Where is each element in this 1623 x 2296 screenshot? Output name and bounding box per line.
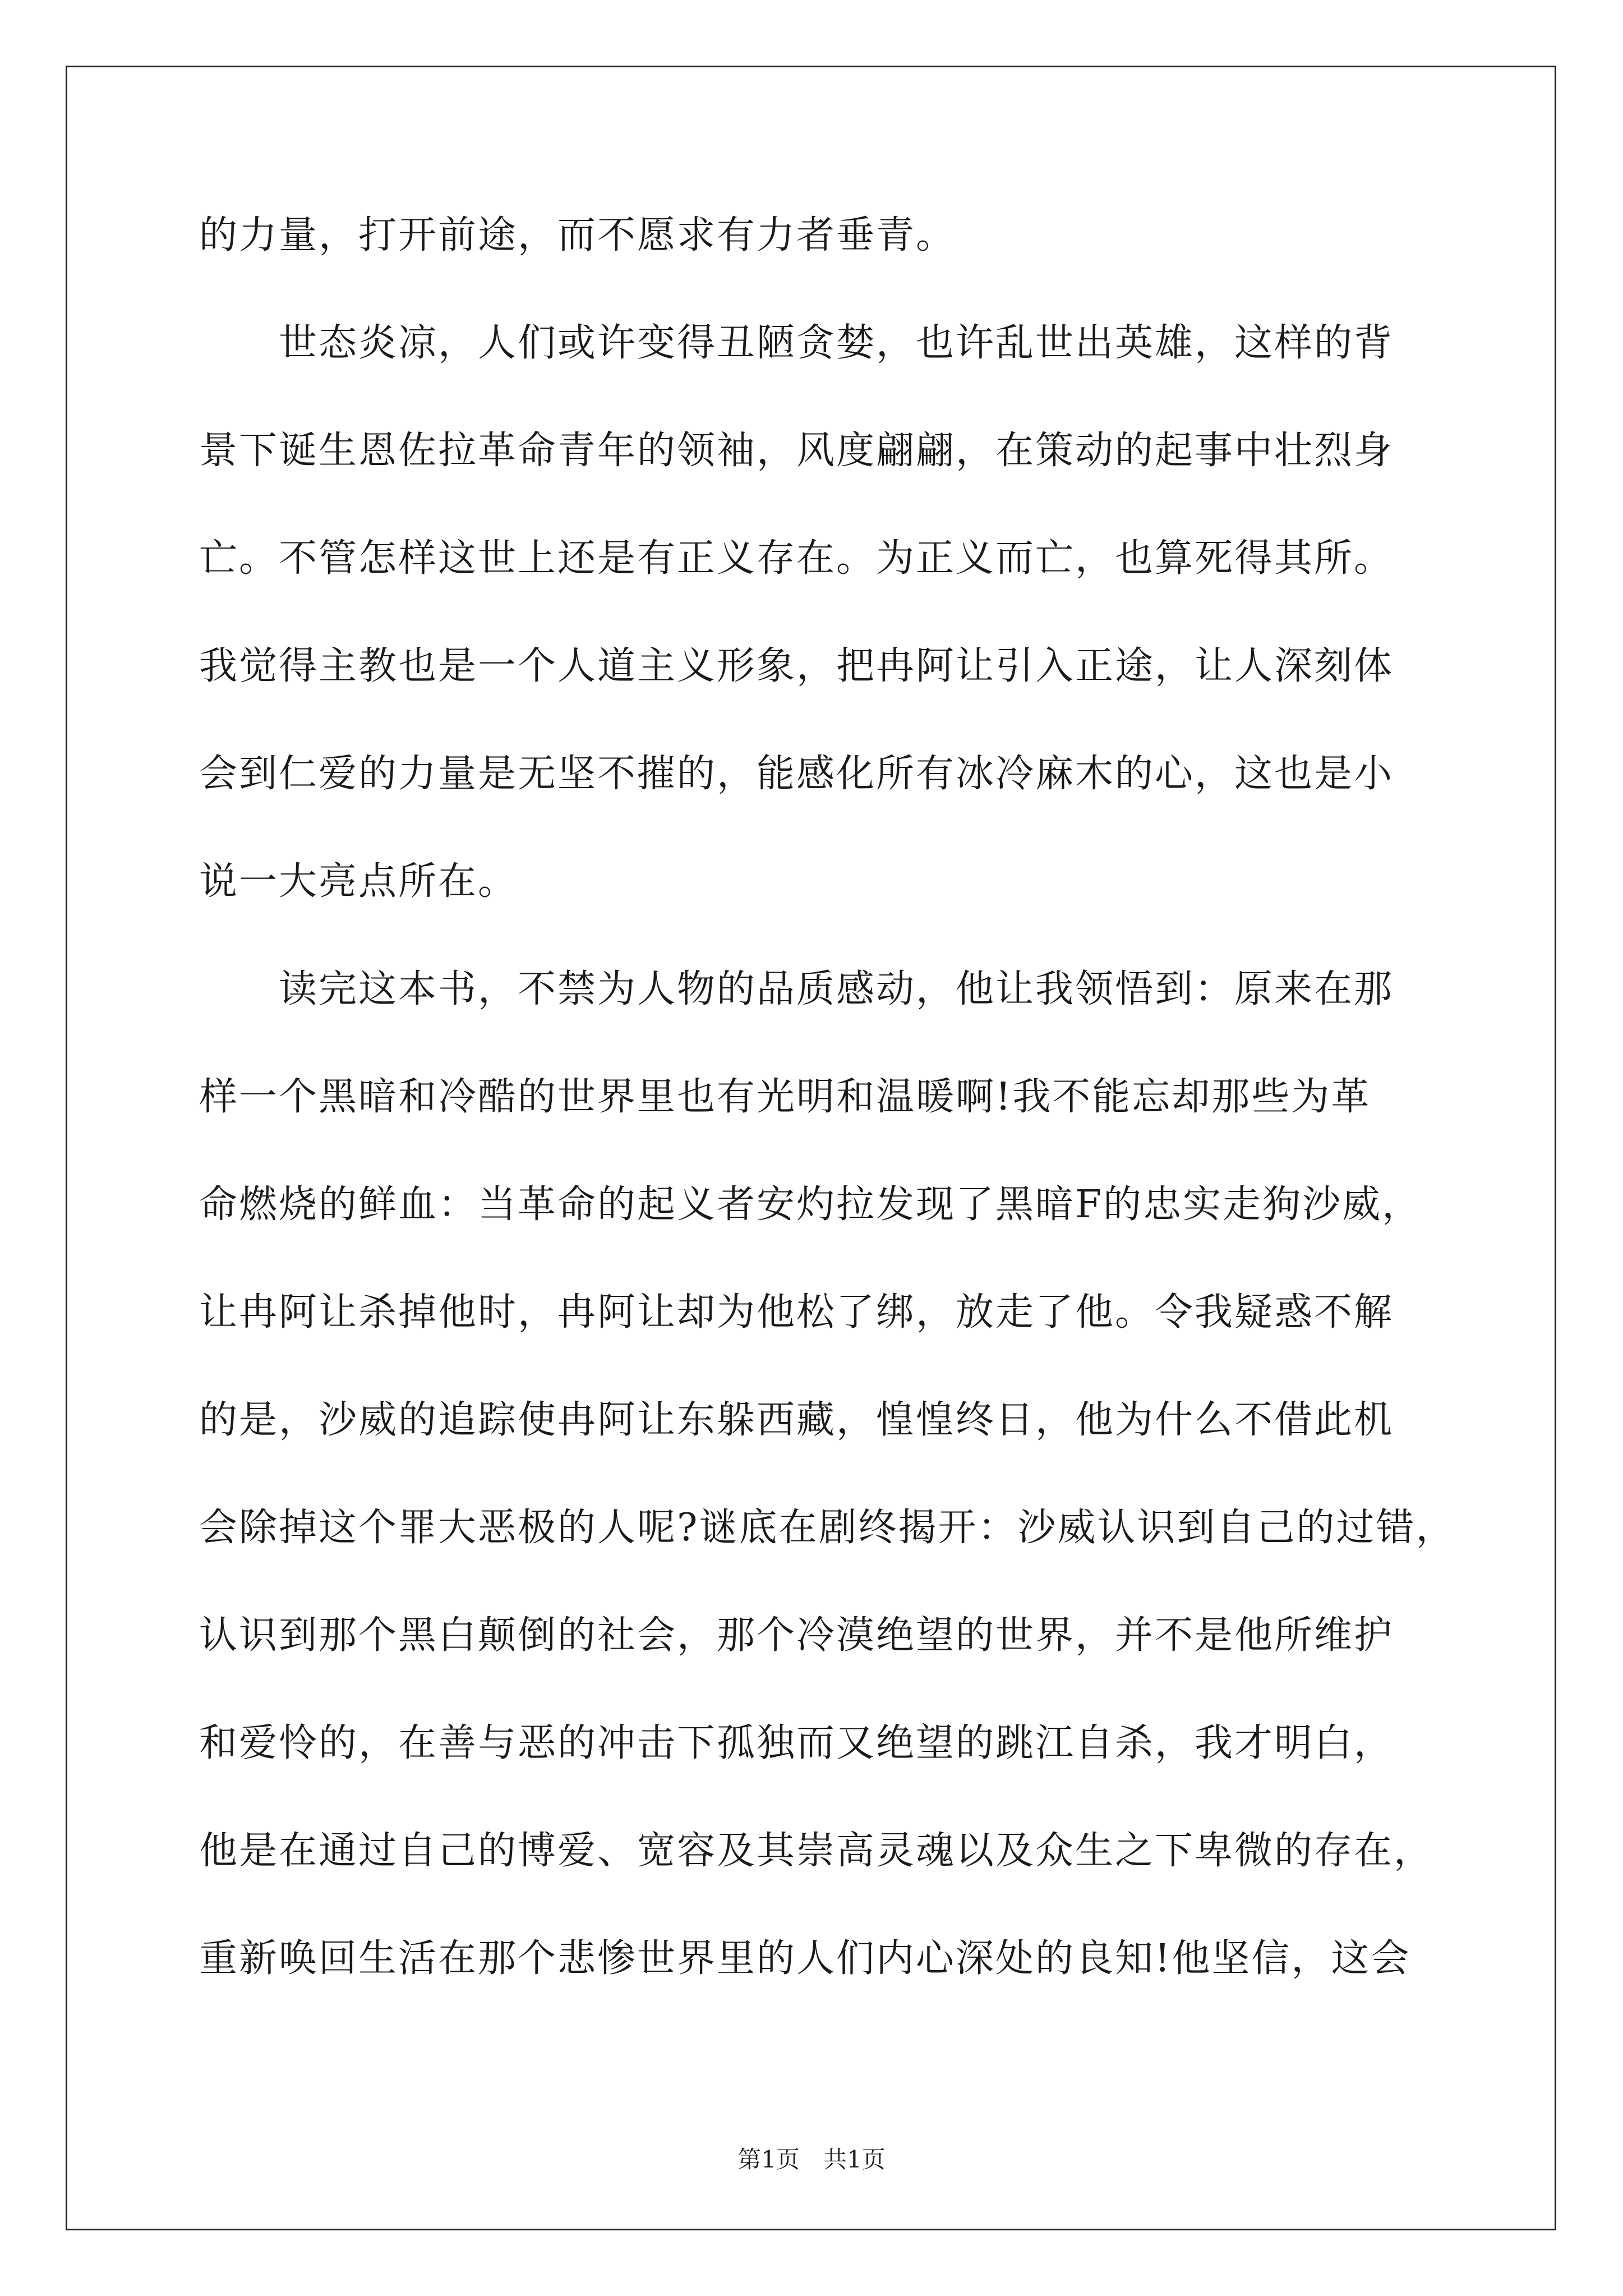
text-line: 他是在通过自己的博爱、宽容及其崇高灵魂以及众生之下卑微的存在， [199,1829,1434,1873]
text-line: 亡。不管怎样这世上还是有正义存在。为正义而亡，也算死得其所。 [199,536,1394,581]
page-footer: 第1页 共1页 [737,2146,886,2173]
page-border [66,66,1556,2230]
text-line: 景下诞生恩佐拉革命青年的领袖，风度翩翩，在策动的起事中壮烈身 [199,429,1394,473]
text-line: 的是，沙威的追踪使冉阿让东躲西藏，惶惶终日，他为什么不借此机 [199,1398,1394,1442]
text-line: 认识到那个黑白颠倒的社会，那个冷漠绝望的世界，并不是他所维护 [199,1613,1394,1658]
text-line: 我觉得主教也是一个人道主义形象，把冉阿让引入正途，让人深刻体 [199,644,1394,688]
text-line: 重新唤回生活在那个悲惨世界里的人们内心深处的良知!他坚信，这会 [199,1936,1411,1981]
text-line: 和爱怜的，在善与恶的冲击下孤独而又绝望的跳江自杀，我才明白， [199,1721,1394,1765]
text-line: 世态炎凉，人们或许变得丑陋贪婪，也许乱世出英雄，这样的背 [199,321,1394,365]
text-line: 说一大亮点所在。 [199,859,518,904]
text-line: 会到仁爱的力量是无坚不摧的，能感化所有冰冷麻木的心，这也是小 [199,752,1394,796]
text-line: 的力量，打开前途，而不愿求有力者垂青。 [199,213,956,257]
text-line: 命燃烧的鲜血：当革命的起义者安灼拉发现了黑暗F的忠实走狗沙威， [199,1182,1422,1227]
text-line: 让冉阿让杀掉他时，冉阿让却为他松了绑，放走了他。令我疑惑不解 [199,1290,1394,1335]
text-line: 会除掉这个罪大恶极的人呢?谜底在剧终揭开：沙威认识到自己的过错， [199,1506,1456,1550]
text-line: 样一个黑暗和冷酷的世界里也有光明和温暖啊!我不能忘却那些为革 [199,1075,1371,1119]
text-line: 读完这本书，不禁为人物的品质感动，他让我领悟到：原来在那 [199,967,1394,1011]
